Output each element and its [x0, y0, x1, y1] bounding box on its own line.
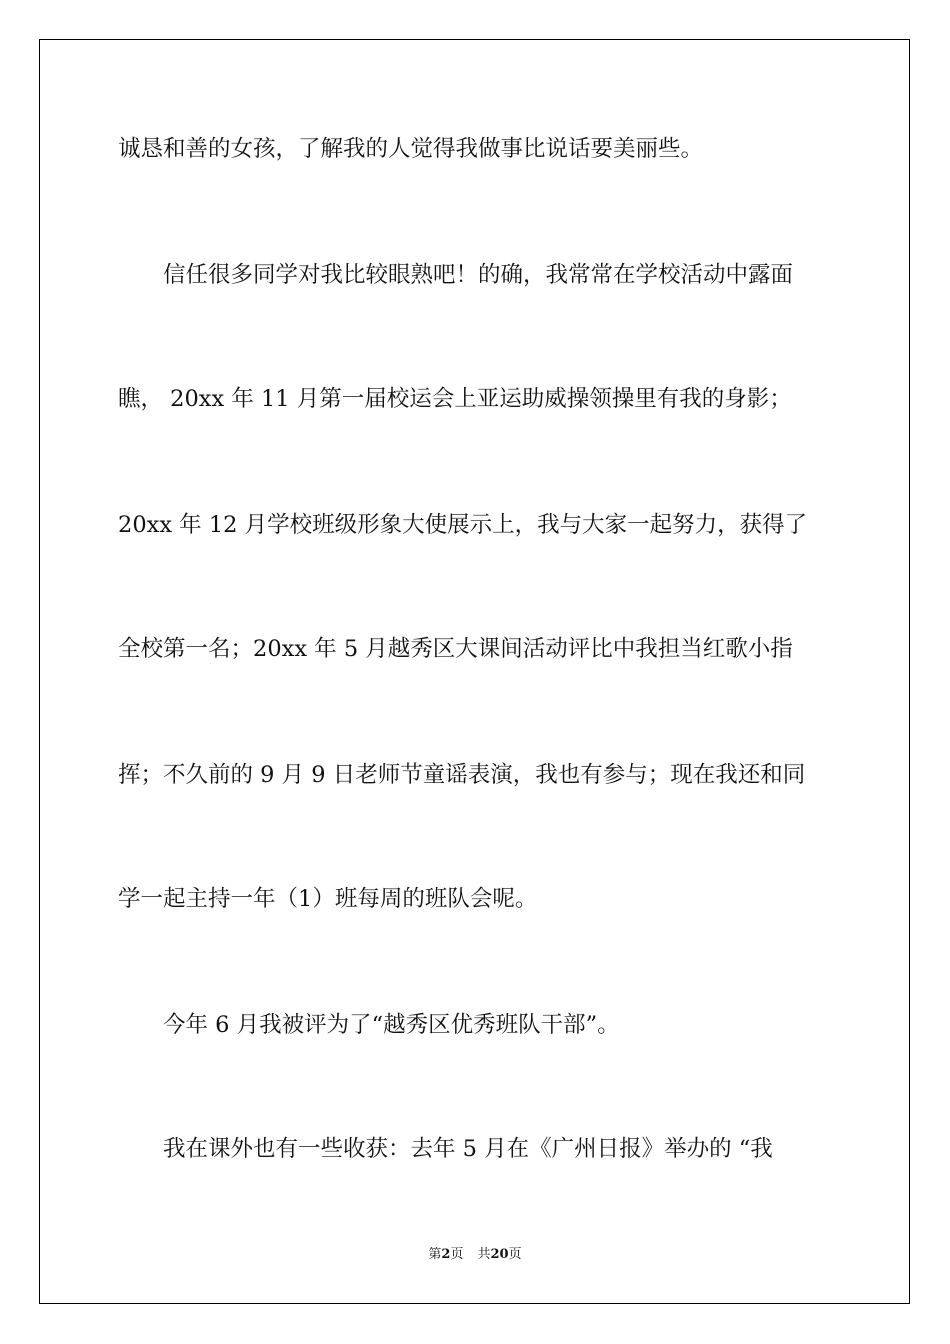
footer-page-current: 2: [441, 1247, 451, 1262]
page-footer: [0, 1246, 950, 1264]
footer-page-suffix: 页: [450, 1247, 464, 1262]
paragraph-line-6: 挥；不久前的 9 月 9 日老师节童谣表演，我也有参与；现在我还和同: [118, 762, 806, 788]
paragraph-line-4: 20xx 年 12 月学校班级形象大使展示上，我与大家一起努力，获得了: [118, 512, 808, 538]
footer-page-total: 20: [490, 1247, 509, 1262]
paragraph-line-1: 诚恳和善的女孩，了解我的人觉得我做事比说话要美丽些。: [118, 136, 704, 162]
paragraph-line-7: 学一起主持一年（1）班每周的班队会呢。: [118, 886, 538, 912]
page-border: [39, 39, 910, 1304]
paragraph-line-9: 我在课外也有一些收获：去年 5 月在《广州日报》举办的 “我: [163, 1136, 773, 1162]
paragraph-line-8: 今年 6 月我被评为了“越秀区优秀班队干部”。: [163, 1012, 620, 1038]
paragraph-line-3: 瞧， 20xx 年 11 月第一届校运会上亚运助威操领操里有我的身影；: [118, 386, 792, 412]
paragraph-line-5: 全校第一名；20xx 年 5 月越秀区大课间活动评比中我担当红歌小指: [118, 636, 793, 662]
footer-page-prefix: 第: [428, 1247, 442, 1262]
paragraph-line-2: 信任很多同学对我比较眼熟吧！的确，我常常在学校活动中露面: [163, 262, 794, 288]
footer-total-prefix: 共: [477, 1247, 491, 1262]
footer-total-suffix: 页: [508, 1247, 522, 1262]
